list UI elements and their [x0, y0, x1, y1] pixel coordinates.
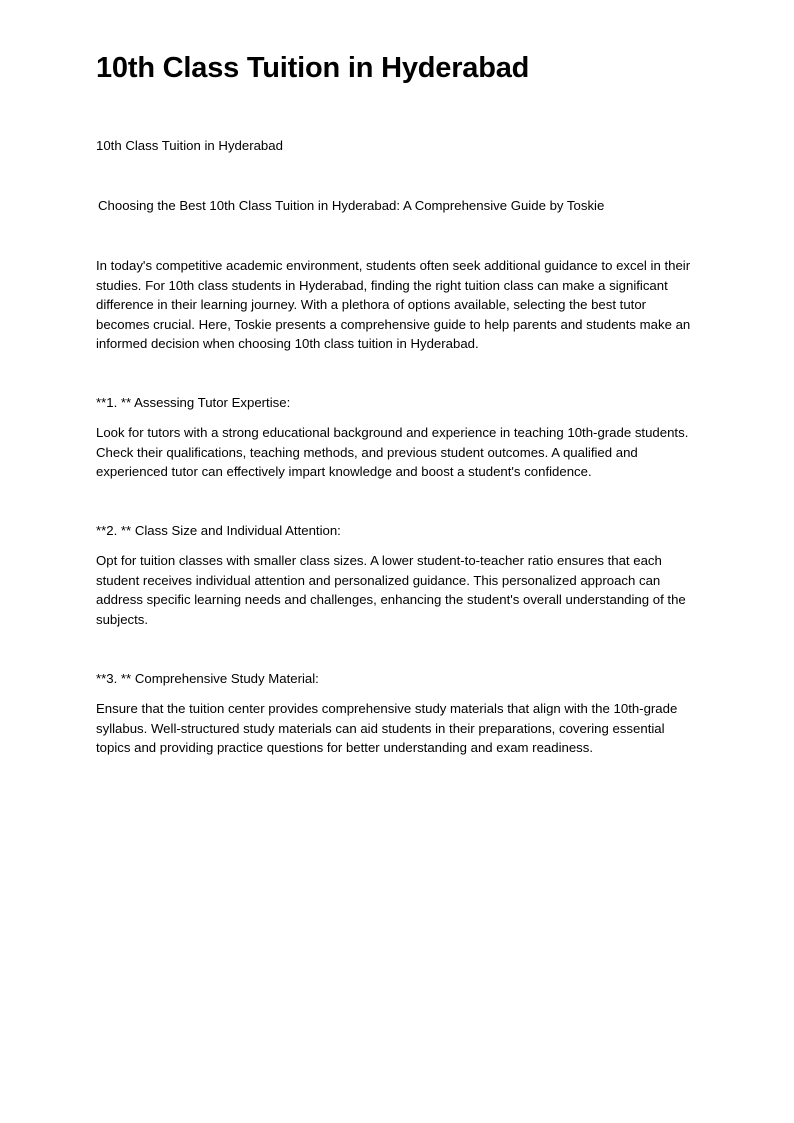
document-subtitle: 10th Class Tuition in Hyderabad: [96, 138, 283, 153]
document-tagline: Choosing the Best 10th Class Tuition in Hyderabad: A Comprehensive Guide by Toskie: [98, 198, 605, 213]
page-title: 10th Class Tuition in Hyderabad: [96, 52, 530, 84]
intro-paragraph: In today's competitive academic environment, students often seek additional guidance to excel in their studies. For 10th class students in Hyderabad, finding the right tuition class can make a significant difference in their learning journey. With a plethora of options available, selecting the best tutor becomes crucial. Here, Toskie presents a comprehensive guide to help parents and students make an informed decision when choosing 10th class tuition in Hyderabad.: [96, 258, 691, 351]
section-heading-tutor-expertise: **1. ** Assessing Tutor Expertise:: [96, 395, 291, 410]
section-heading-class-size: **2. ** Class Size and Individual Attention:: [96, 523, 341, 538]
section-body-study-material: Ensure that the tuition center provides comprehensive study materials that align with the 10th-grade syllabus. Well-structured study materials can aid students in their preparations, covering essential topics and providing practice questions for better understanding and exam readiness.: [96, 701, 678, 755]
section-heading-study-material: **3. ** Comprehensive Study Material:: [96, 671, 319, 686]
section-body-class-size: Opt for tuition classes with smaller class sizes. A lower student-to-teacher ratio ensures that each student receives individual attention and personalized guidance. This personalized approach can address specific learning needs and challenges, enhancing the student's overall understanding of the subjects.: [96, 553, 686, 627]
section-body-tutor-expertise: Look for tutors with a strong educational background and experience in teaching 10th-grade students. Check their qualifications, teaching methods, and previous student outcomes. A qualified and experienced tutor can effectively impart knowledge and boost a student's confidence.: [96, 425, 689, 479]
